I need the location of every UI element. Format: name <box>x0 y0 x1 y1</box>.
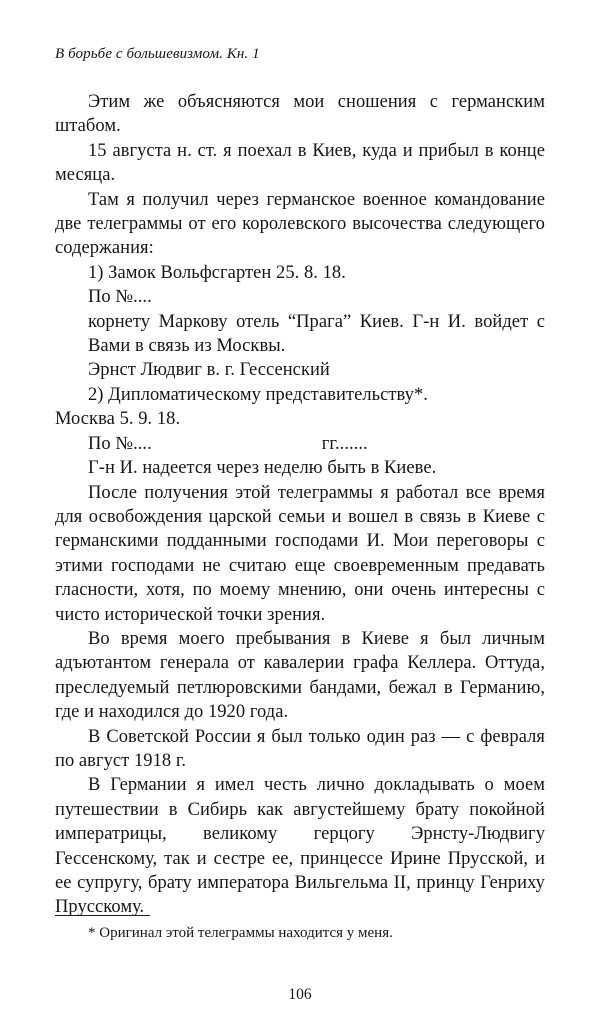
footnote: * Оригинал этой телеграммы находится у меня. <box>88 925 393 941</box>
telegram-line: Г-н И. надеется через неделю быть в Киеве. <box>88 458 437 479</box>
page-number: 106 <box>288 986 312 1003</box>
telegram-line: 1) Замок Вольфсгартен 25. 8. 18. <box>88 262 346 283</box>
paragraph: После получения этой телеграммы я работал все время для освобождения царской семьи и вошел в связь в Киеве с германскими подданными господами И. Мои переговоры с этими господами не считаю еще своевременным предавать гласности, хотя, по моему мнению, они очень интересны с чисто исторической точки зрения. <box>55 482 545 625</box>
paragraph: Там я получил через германское военное командование две телеграммы от его королевского высочества следующего содержания: <box>55 189 545 259</box>
paragraph: В Германии я имел честь лично докладывать о моем путешествии в Сибирь как августейшему брату покойной императрицы, великому герцогу Эрнсту-Людвигу Гессенскому, так и сестре ее, принцессе Ирине Прусской, и ее супругу, брату императора Вильгельма II, принцу Генриху Прусскому. <box>55 775 545 918</box>
telegram-line: 2) Дипломатическому представительству*. <box>88 384 428 405</box>
telegram-line: корнету Маркову отель “Прага” Киев. Г-н И. войдет с Вами в связь из Москвы. <box>88 311 545 357</box>
telegram-line: По №.... <box>88 287 152 308</box>
telegram-ref: По №.... <box>88 433 152 454</box>
telegram-line <box>55 432 545 456</box>
footnote-divider <box>55 915 150 916</box>
telegram-line: Москва 5. 9. 18. <box>55 409 181 430</box>
paragraph: Этим же объясняются мои сношения с германским штабом. <box>55 92 545 137</box>
paragraph: Во время моего пребывания в Киеве я был личным адъютантом генерала от кавалерии графа Келлера. Оттуда, преследуемый петлюровскими бандами, бежал в Германию, где и находился до 1920 года. <box>55 628 545 723</box>
paragraph: В Советской России я был только один раз — с февраля по август 1918 г. <box>55 726 545 771</box>
running-header: В борьбе с большевизмом. Кн. 1 <box>55 46 260 62</box>
telegram-signature: Эрнст Людвиг в. г. Гессенский <box>88 360 330 381</box>
telegram-ref: гг....... <box>321 433 368 454</box>
body-text <box>55 90 545 920</box>
paragraph: 15 августа н. ст. я поехал в Киев, куда и прибыл в конце месяца. <box>55 140 545 186</box>
